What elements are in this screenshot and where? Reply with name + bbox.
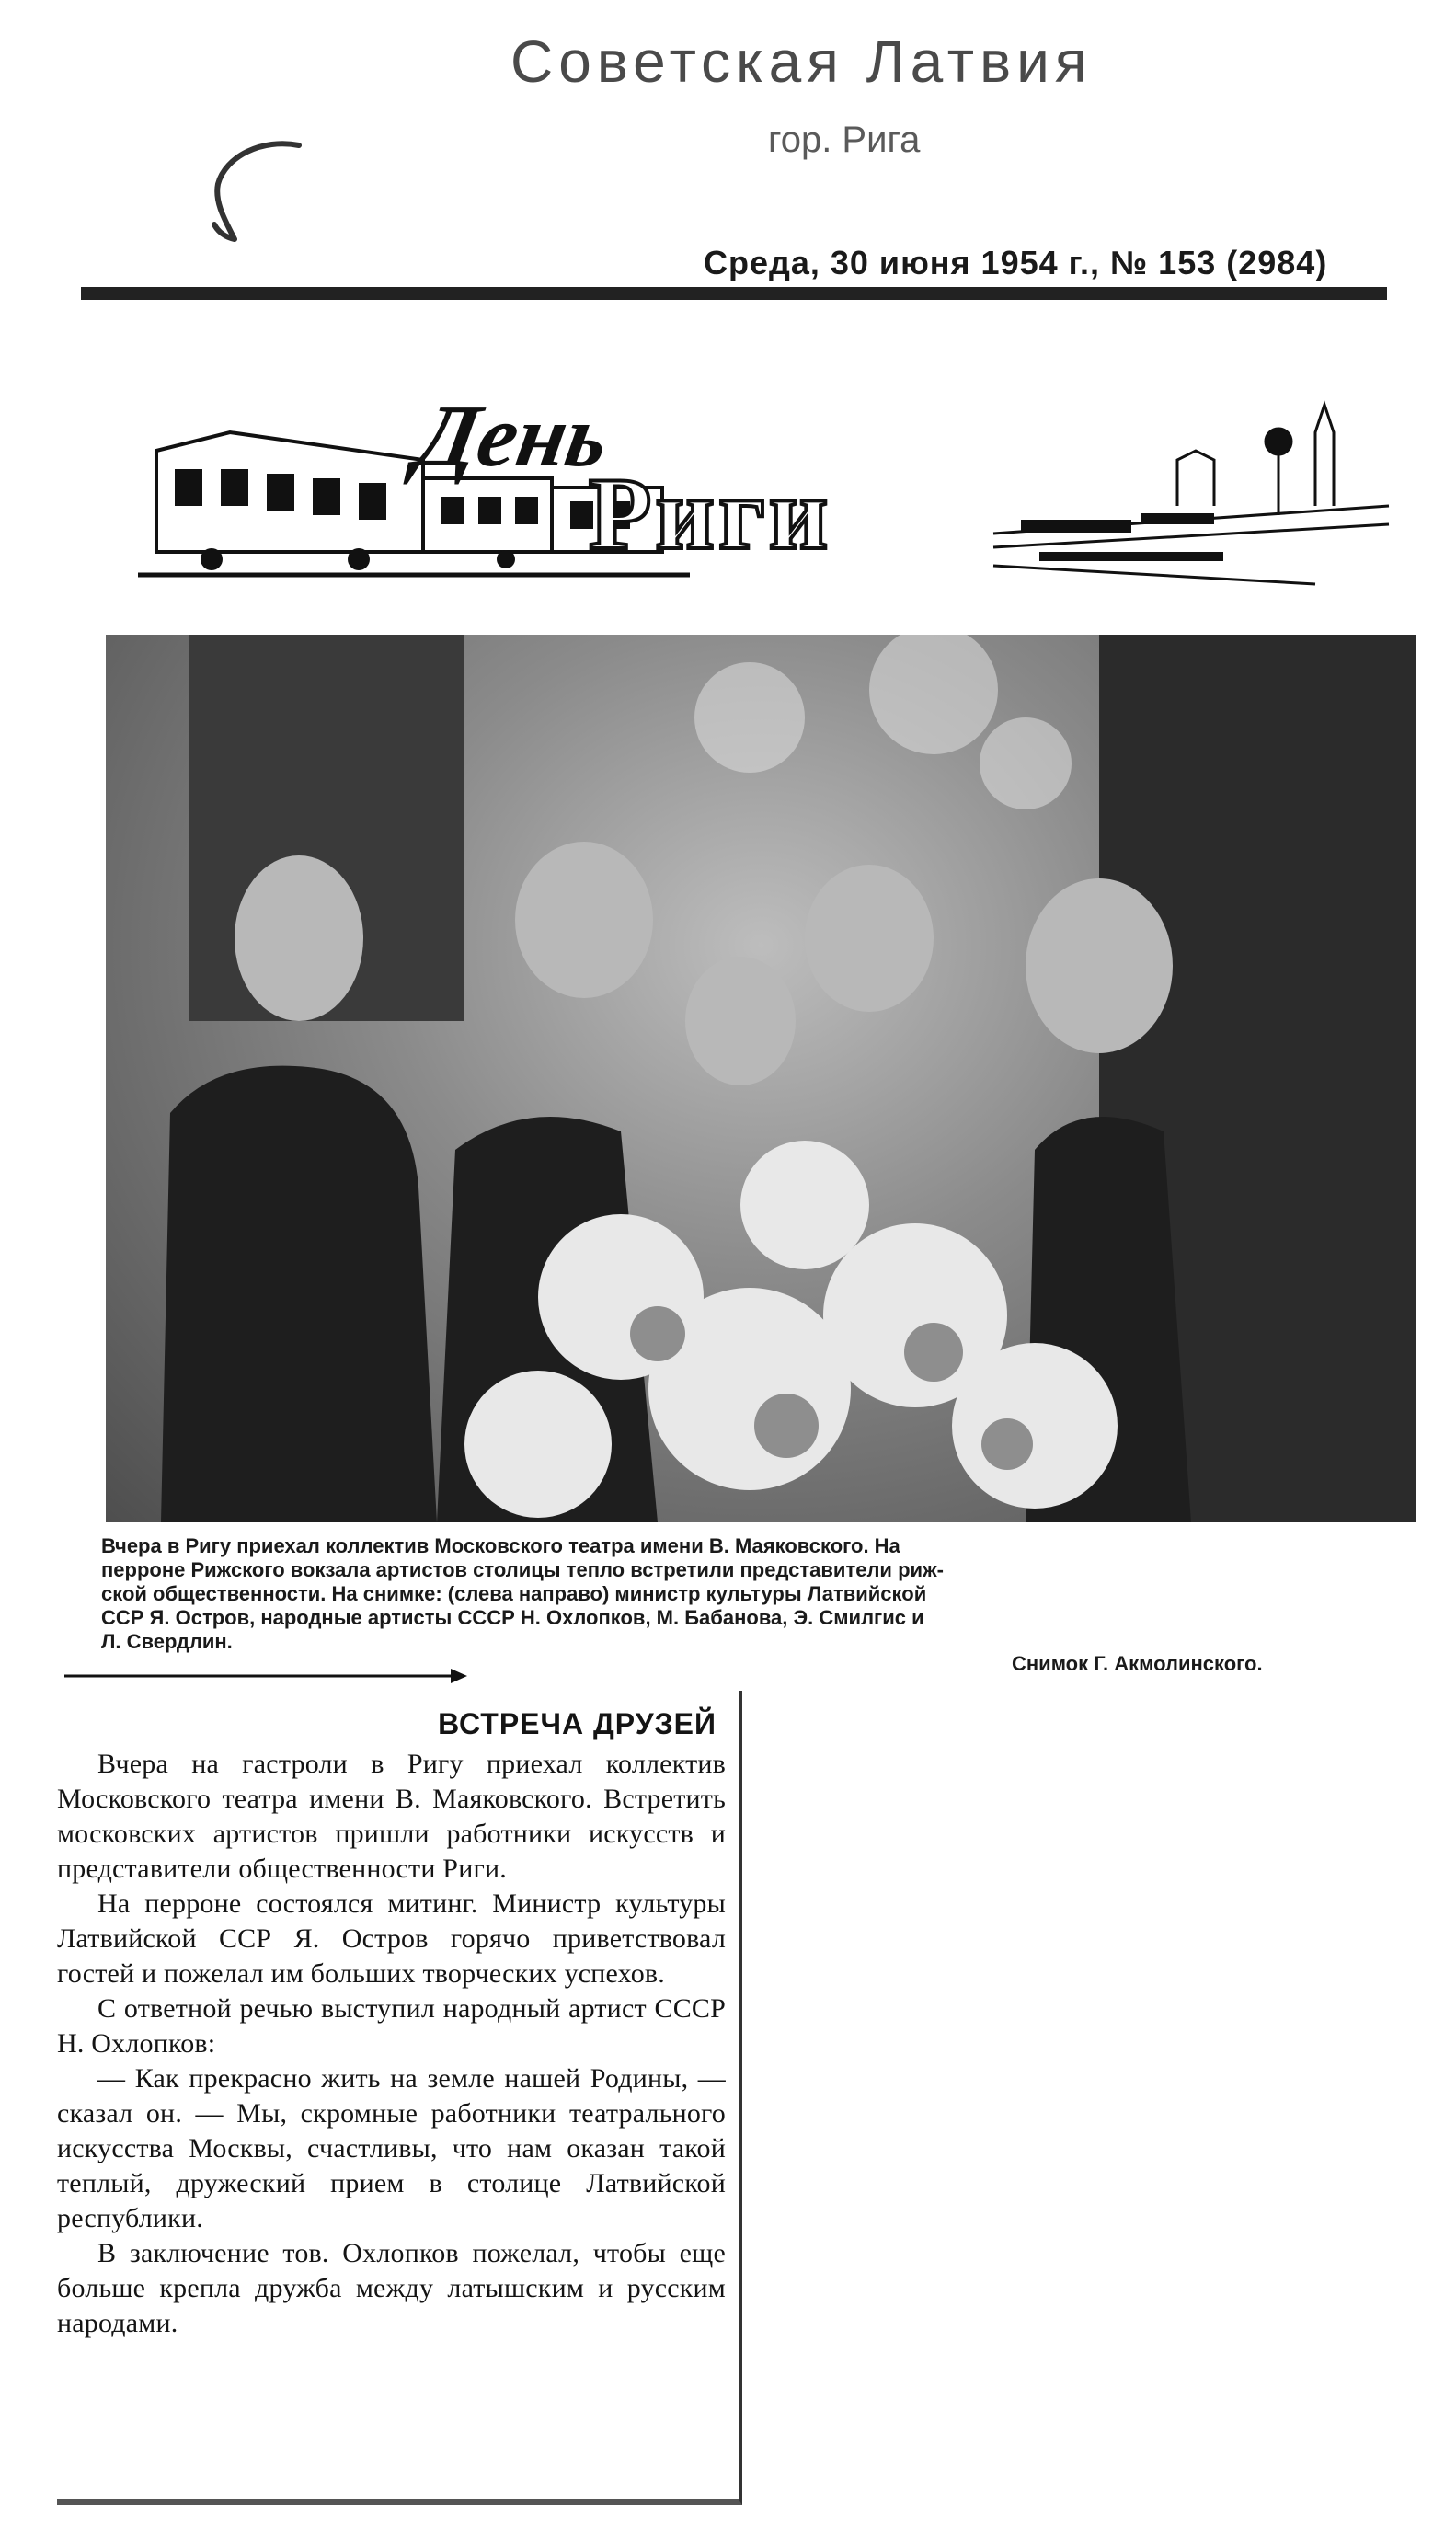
caption-line: Л. Свердлин. [101, 1630, 233, 1653]
issue-date-line: Среда, 30 июня 1954 г., № 153 (2984) [704, 244, 1328, 281]
article-paragraph: — Как прекрасно жить на земле нашей Родины, — сказал он. — Мы, скромные работники театрального искусства Москвы, счастливы, что нам оказан такой теплый, дружеский прием в столице Латвийской республики. [57, 2063, 726, 2233]
article-paragraph: С ответной речью выступил народный артист СССР Н. Охлопков: [57, 1993, 726, 2059]
article-headline: ВСТРЕЧА ДРУЗЕЙ [438, 1707, 717, 1740]
newspaper-title: Советская Латвия [510, 29, 1093, 95]
caption-line: ской общественности. На снимке: (слева направо) министр культуры Латвийской [101, 1582, 927, 1605]
header-rule [81, 287, 1387, 300]
article-paragraph: В заключение тов. Охлопков пожелал, чтобы еще больше крепла дружба между латышским и русским народами. [57, 2238, 726, 2338]
article-paragraph: Вчера на гастроли в Ригу приехал коллектив Московского театра имени В. Маяковского. Встретить московских артистов пришли работники искусств и представители общественности Риги. [57, 1749, 726, 1884]
handwritten-mark [198, 129, 308, 248]
caption-line: Вчера в Ригу приехал коллектив Московского театра имени В. Маяковского. На [101, 1534, 900, 1557]
news-photo [106, 635, 1416, 1522]
photo-illustration [106, 635, 1416, 1522]
photo-credit: Снимок Г. Акмолинского. [1012, 1652, 1263, 1675]
photo-caption [101, 1534, 1384, 1654]
caption-line: перроне Рижского вокзала артистов столицы тепло встретили представители риж- [101, 1558, 944, 1581]
article-paragraph: На перроне состоялся митинг. Министр культуры Латвийской ССР Я. Остров горячо приветствовал гостей и пожелал им больших творческих успехов. [57, 1888, 726, 1989]
caption-line: ССР Я. Остров, народные артисты СССР Н. Охлопков, М. Бабанова, Э. Смилгис и [101, 1606, 924, 1629]
article [57, 1691, 742, 2505]
arrow-right-icon [64, 1665, 469, 1687]
rubric-title-top: День [409, 386, 616, 485]
city-line: гор. Рига [768, 120, 921, 160]
rubric-title-bottom: Риги [589, 457, 832, 571]
